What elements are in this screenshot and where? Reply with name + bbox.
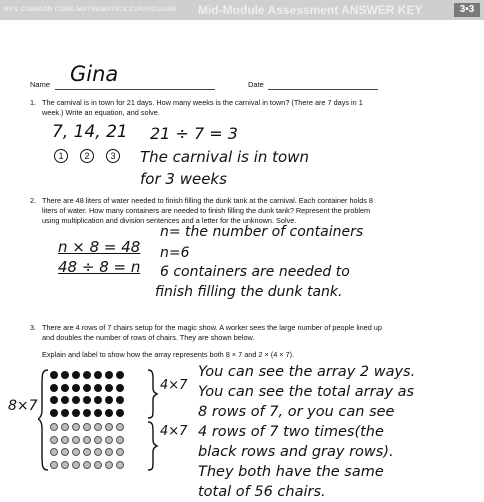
q2-unknown-definition: n= the number of containers	[160, 224, 364, 240]
question-3-prompt: Explain and label to show how the array represents both 8 × 7 and 2 × (4 × 7).	[42, 350, 295, 359]
chair-dot-black	[50, 384, 58, 392]
chair-dot-gray	[50, 436, 58, 444]
q1-equation: 21 ÷ 7 = 3	[150, 124, 238, 143]
chair-dot-black	[116, 371, 124, 379]
q3-answer-line-7: total of 56 chairs.	[198, 484, 326, 500]
chair-dot-black	[72, 384, 80, 392]
chair-dot-gray	[72, 448, 80, 456]
chair-dot-black	[105, 396, 113, 404]
q3-explanation	[198, 362, 415, 502]
q3-answer-line-3: 8 rows of 7, or you can see	[198, 404, 395, 420]
chair-dot-black	[83, 371, 91, 379]
chair-dot-gray	[50, 461, 58, 469]
q1-answer-line-1: The carnival is in town	[140, 148, 309, 166]
chair-dot-gray	[105, 461, 113, 469]
chair-dot-gray	[61, 448, 69, 456]
question-2-line-3: using multiplication and division sentences and a letter for the unknown. Solve.	[42, 216, 297, 225]
chair-dot-black	[105, 409, 113, 417]
chair-dot-gray	[50, 423, 58, 431]
q1-answer-line-2: for 3 weeks	[140, 170, 227, 188]
chair-dot-black	[94, 396, 102, 404]
left-brace	[38, 370, 48, 470]
q3-answer-line-1: You can see the array 2 ways.	[198, 364, 416, 380]
chair-dot-gray	[83, 461, 91, 469]
q3-answer-line-6: They both have the same	[198, 464, 384, 480]
q2-multiplication-sentence: n × 8 = 48	[58, 238, 141, 256]
chair-dot-gray	[61, 436, 69, 444]
q2-division-sentence: 48 ÷ 8 = n	[58, 258, 141, 276]
chair-dot-black	[61, 396, 69, 404]
chair-dot-gray	[116, 461, 124, 469]
chair-dot-gray	[72, 461, 80, 469]
chair-dot-black	[94, 409, 102, 417]
chair-array	[50, 371, 150, 471]
module-badge: 3•3	[454, 3, 480, 17]
page-title: Mid-Module Assessment ANSWER KEY	[198, 3, 423, 17]
chair-dot-black	[72, 409, 80, 417]
question-2-line-1: There are 48 liters of water needed to finish filling the dunk tank at the carnival. Each container holds 8	[42, 196, 373, 205]
chair-dot-black	[116, 396, 124, 404]
chair-dot-black	[94, 371, 102, 379]
question-3-line-1: There are 4 rows of 7 chairs setup for the magic show. A worker sees the large number of people lined up	[42, 323, 382, 332]
chair-dot-gray	[72, 423, 80, 431]
question-3	[30, 323, 470, 345]
chair-dot-gray	[61, 423, 69, 431]
chair-dot-black	[61, 409, 69, 417]
question-1	[30, 98, 470, 120]
header-banner	[0, 0, 484, 20]
chair-dot-black	[72, 396, 80, 404]
chair-dot-black	[116, 409, 124, 417]
q3-answer-line-5: black rows and gray rows).	[198, 444, 394, 460]
circle-1: 1	[54, 149, 68, 163]
name-value: Gina	[70, 62, 119, 86]
array-left-label: 8×7	[8, 398, 38, 414]
chair-dot-gray	[72, 436, 80, 444]
chair-dot-black	[50, 371, 58, 379]
chair-dot-black	[61, 384, 69, 392]
chair-dot-gray	[116, 448, 124, 456]
chair-dot-gray	[50, 448, 58, 456]
q2-solution: n=6	[160, 245, 190, 261]
date-label: Date	[248, 80, 264, 89]
chair-dot-black	[50, 409, 58, 417]
chair-dot-black	[105, 371, 113, 379]
name-label: Name	[30, 80, 51, 89]
chair-dot-gray	[83, 423, 91, 431]
chair-dot-gray	[105, 436, 113, 444]
question-1-line-2: week.) Write an equation, and solve.	[42, 108, 160, 117]
q3-answer-line-2: You can see the total array as	[198, 384, 415, 400]
chair-dot-gray	[105, 448, 113, 456]
chair-dot-gray	[94, 423, 102, 431]
question-3-number: 3.	[30, 323, 37, 332]
array-bottom-label: 4×7	[160, 424, 188, 439]
chair-dot-black	[83, 384, 91, 392]
q1-skip-count: 7, 14, 21	[52, 122, 128, 142]
chair-dot-gray	[83, 436, 91, 444]
q2-answer-line-2: finish filling the dunk tank.	[155, 284, 343, 300]
chair-dot-gray	[116, 436, 124, 444]
chair-dot-black	[83, 396, 91, 404]
chair-dot-black	[83, 409, 91, 417]
circle-3: 3	[106, 149, 120, 163]
chair-dot-gray	[116, 423, 124, 431]
chair-dot-gray	[94, 461, 102, 469]
question-3-line-2: and doubles the number of rows of chairs. They are shown below.	[42, 333, 255, 342]
array-top-label: 4×7	[160, 378, 188, 393]
name-line	[55, 89, 215, 90]
chair-dot-black	[61, 371, 69, 379]
chair-dot-gray	[83, 448, 91, 456]
chair-dot-gray	[105, 423, 113, 431]
chair-dot-gray	[94, 436, 102, 444]
chair-dot-black	[50, 396, 58, 404]
question-2-line-2: liters of water. How many containers are needed to finish filling the dunk tank? Represent the problem	[42, 206, 371, 215]
question-1-line-1: The carnival is in town for 21 days. How many weeks is the carnival in town? (There are 7 days in 1	[42, 98, 363, 107]
chair-dot-gray	[61, 461, 69, 469]
chair-dot-black	[94, 384, 102, 392]
curriculum-label: NYS COMMON CORE MATHEMATICS CURRICULUM	[4, 6, 177, 13]
chair-dot-black	[105, 384, 113, 392]
date-line	[268, 89, 378, 90]
q2-answer-line-1: 6 containers are needed to	[160, 264, 350, 280]
chair-dot-gray	[94, 448, 102, 456]
q1-count-circles	[54, 146, 132, 164]
chair-dot-black	[116, 384, 124, 392]
q3-answer-line-4: 4 rows of 7 two times(the	[198, 424, 384, 440]
circle-2: 2	[80, 149, 94, 163]
question-1-number: 1.	[30, 98, 37, 107]
chair-dot-black	[72, 371, 80, 379]
question-2-number: 2.	[30, 196, 37, 205]
